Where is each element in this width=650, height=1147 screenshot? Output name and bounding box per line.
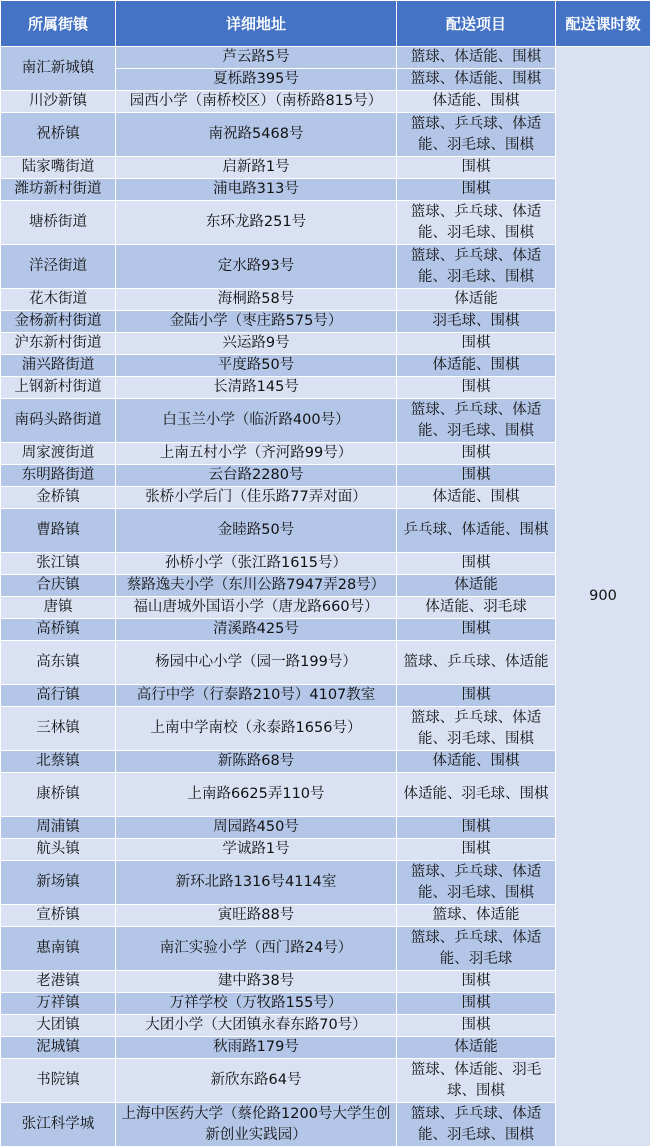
table-row [1,707,650,751]
address-cell: 建中路38号 [116,971,397,993]
address-cell: 上南路6625弄110号 [116,773,397,817]
town-cell: 宣桥镇 [1,905,116,927]
town-cell: 金杨新村街道 [1,311,116,333]
town-cell: 万祥镇 [1,993,116,1015]
table-row [1,443,650,465]
projects-cell: 体适能、围棋 [397,751,556,773]
table-row [1,1015,650,1037]
address-cell: 夏栎路395号 [116,69,397,91]
projects-cell: 篮球、体适能、羽毛球、围棋 [397,1059,556,1103]
table-row [1,861,650,905]
address-cell: 南祝路5468号 [116,113,397,157]
address-cell: 上南中学南校（永泰路1656号） [116,707,397,751]
projects-cell: 篮球、体适能、围棋 [397,47,556,69]
address-cell: 张桥小学后门（佳乐路77弄对面） [116,487,397,509]
table-row [1,47,650,69]
projects-cell: 围棋 [397,443,556,465]
table-row [1,751,650,773]
projects-cell: 篮球、体适能 [397,905,556,927]
projects-cell: 乒乓球、体适能、围棋 [397,509,556,553]
table-row [1,1059,650,1103]
table-row [1,597,650,619]
address-cell: 蔡路逸夫小学（东川公路7947弄28号） [116,575,397,597]
projects-cell: 篮球、乒乓球、体适能、羽毛球、围棋 [397,707,556,751]
town-cell: 康桥镇 [1,773,116,817]
table-body [1,47,650,1147]
table-row [1,91,650,113]
projects-cell: 围棋 [397,839,556,861]
address-cell: 学诚路1号 [116,839,397,861]
town-cell: 东明路街道 [1,465,116,487]
address-cell: 芦云路5号 [116,47,397,69]
projects-cell: 体适能、围棋 [397,91,556,113]
projects-cell: 围棋 [397,333,556,355]
town-cell: 南汇新城镇 [1,47,116,91]
address-cell: 兴运路9号 [116,333,397,355]
projects-cell: 体适能、围棋 [397,487,556,509]
header-hours: 配送课时数 [556,1,650,47]
projects-cell: 篮球、体适能、围棋 [397,69,556,91]
table-row [1,1037,650,1059]
table-row [1,355,650,377]
projects-cell: 围棋 [397,157,556,179]
address-cell: 杨园中心小学（园一路199号） [116,641,397,685]
table-row [1,179,650,201]
town-cell: 金桥镇 [1,487,116,509]
header-address: 详细地址 [116,1,397,47]
projects-cell: 围棋 [397,817,556,839]
table-row [1,377,650,399]
table-row [1,509,650,553]
table-row [1,817,650,839]
projects-cell: 体适能、羽毛球、围棋 [397,773,556,817]
town-cell: 花木街道 [1,289,116,311]
address-cell: 长清路145号 [116,377,397,399]
projects-cell: 羽毛球、围棋 [397,311,556,333]
address-cell: 万祥学校（万牧路155号） [116,993,397,1015]
town-cell: 高桥镇 [1,619,116,641]
projects-cell: 体适能 [397,575,556,597]
town-cell: 上钢新村街道 [1,377,116,399]
town-cell: 沪东新村街道 [1,333,116,355]
projects-cell: 围棋 [397,179,556,201]
table-row [1,289,650,311]
projects-cell: 围棋 [397,377,556,399]
address-cell: 福山唐城外国语小学（唐龙路660号） [116,597,397,619]
table-row [1,685,650,707]
town-cell: 张江镇 [1,553,116,575]
projects-cell: 篮球、乒乓球、体适能、羽毛球 [397,927,556,971]
table-row [1,1103,650,1147]
town-cell: 张江科学城 [1,1103,116,1147]
header-row [1,1,650,47]
address-cell: 金睦路50号 [116,509,397,553]
town-cell: 北蔡镇 [1,751,116,773]
town-cell: 陆家嘴街道 [1,157,116,179]
address-cell: 上海中医药大学（蔡伦路1200号大学生创新创业实践园） [116,1103,397,1147]
address-cell: 金陆小学（枣庄路575号） [116,311,397,333]
projects-cell: 篮球、乒乓球、体适能、羽毛球、围棋 [397,245,556,289]
projects-cell: 体适能 [397,289,556,311]
projects-cell: 篮球、乒乓球、体适能、羽毛球、围棋 [397,861,556,905]
town-cell: 川沙新镇 [1,91,116,113]
projects-cell: 篮球、乒乓球、体适能、羽毛球、围棋 [397,399,556,443]
town-cell: 大团镇 [1,1015,116,1037]
table-row [1,905,650,927]
town-cell: 潍坊新村街道 [1,179,116,201]
projects-cell: 围棋 [397,685,556,707]
projects-cell: 围棋 [397,553,556,575]
table-row [1,575,650,597]
table-row [1,619,650,641]
table-row [1,993,650,1015]
projects-cell: 围棋 [397,971,556,993]
town-cell: 南码头路街道 [1,399,116,443]
projects-cell: 围棋 [397,1015,556,1037]
town-cell: 三林镇 [1,707,116,751]
header-projects: 配送项目 [397,1,556,47]
address-cell: 秋雨路179号 [116,1037,397,1059]
table-row [1,465,650,487]
table-row [1,113,650,157]
projects-cell: 体适能、围棋 [397,355,556,377]
town-cell: 浦兴路街道 [1,355,116,377]
table-row [1,245,650,289]
address-cell: 寅旺路88号 [116,905,397,927]
address-cell: 云台路2280号 [116,465,397,487]
town-cell: 周家渡街道 [1,443,116,465]
table-row [1,553,650,575]
header-town: 所属街镇 [1,1,116,47]
table-row [1,927,650,971]
address-cell: 平度路50号 [116,355,397,377]
table-row [1,333,650,355]
town-cell: 新场镇 [1,861,116,905]
town-cell: 合庆镇 [1,575,116,597]
town-cell: 泥城镇 [1,1037,116,1059]
town-cell: 老港镇 [1,971,116,993]
address-cell: 东环龙路251号 [116,201,397,245]
address-cell: 定水路93号 [116,245,397,289]
projects-cell: 体适能 [397,1037,556,1059]
town-cell: 唐镇 [1,597,116,619]
town-cell: 塘桥街道 [1,201,116,245]
projects-cell: 围棋 [397,993,556,1015]
total-hours-cell: 900 [556,47,650,1147]
table-row [1,971,650,993]
projects-cell: 体适能、羽毛球 [397,597,556,619]
town-cell: 祝桥镇 [1,113,116,157]
projects-cell: 围棋 [397,619,556,641]
town-cell: 洋泾街道 [1,245,116,289]
town-cell: 惠南镇 [1,927,116,971]
projects-cell: 围棋 [397,465,556,487]
town-cell: 周浦镇 [1,817,116,839]
address-cell: 新环北路1316号4114室 [116,861,397,905]
address-cell: 南汇实验小学（西门路24号） [116,927,397,971]
town-cell: 曹路镇 [1,509,116,553]
address-cell: 孙桥小学（张江路1615号） [116,553,397,575]
address-cell: 浦电路313号 [116,179,397,201]
table-row [1,201,650,245]
table-row [1,157,650,179]
projects-cell: 篮球、乒乓球、体适能、羽毛球、围棋 [397,1103,556,1147]
town-cell: 航头镇 [1,839,116,861]
address-cell: 上南五村小学（齐河路99号） [116,443,397,465]
projects-cell: 篮球、乒乓球、体适能、羽毛球、围棋 [397,113,556,157]
town-cell: 书院镇 [1,1059,116,1103]
address-cell: 新欣东路64号 [116,1059,397,1103]
address-cell: 白玉兰小学（临沂路400号） [116,399,397,443]
address-cell: 清溪路425号 [116,619,397,641]
address-cell: 新陈路68号 [116,751,397,773]
table-row [1,839,650,861]
address-cell: 海桐路58号 [116,289,397,311]
address-cell: 大团小学（大团镇永春东路70号） [116,1015,397,1037]
projects-cell: 篮球、乒乓球、体适能 [397,641,556,685]
table-row [1,399,650,443]
table-row [1,487,650,509]
address-cell: 园西小学（南桥校区）（南桥路815号） [116,91,397,113]
town-cell: 高行镇 [1,685,116,707]
address-cell: 启新路1号 [116,157,397,179]
projects-cell: 篮球、乒乓球、体适能、羽毛球、围棋 [397,201,556,245]
town-cell: 高东镇 [1,641,116,685]
address-cell: 高行中学（行泰路210号）4107教室 [116,685,397,707]
table-row [1,641,650,685]
table-row [1,773,650,817]
table-row [1,311,650,333]
address-cell: 周园路450号 [116,817,397,839]
